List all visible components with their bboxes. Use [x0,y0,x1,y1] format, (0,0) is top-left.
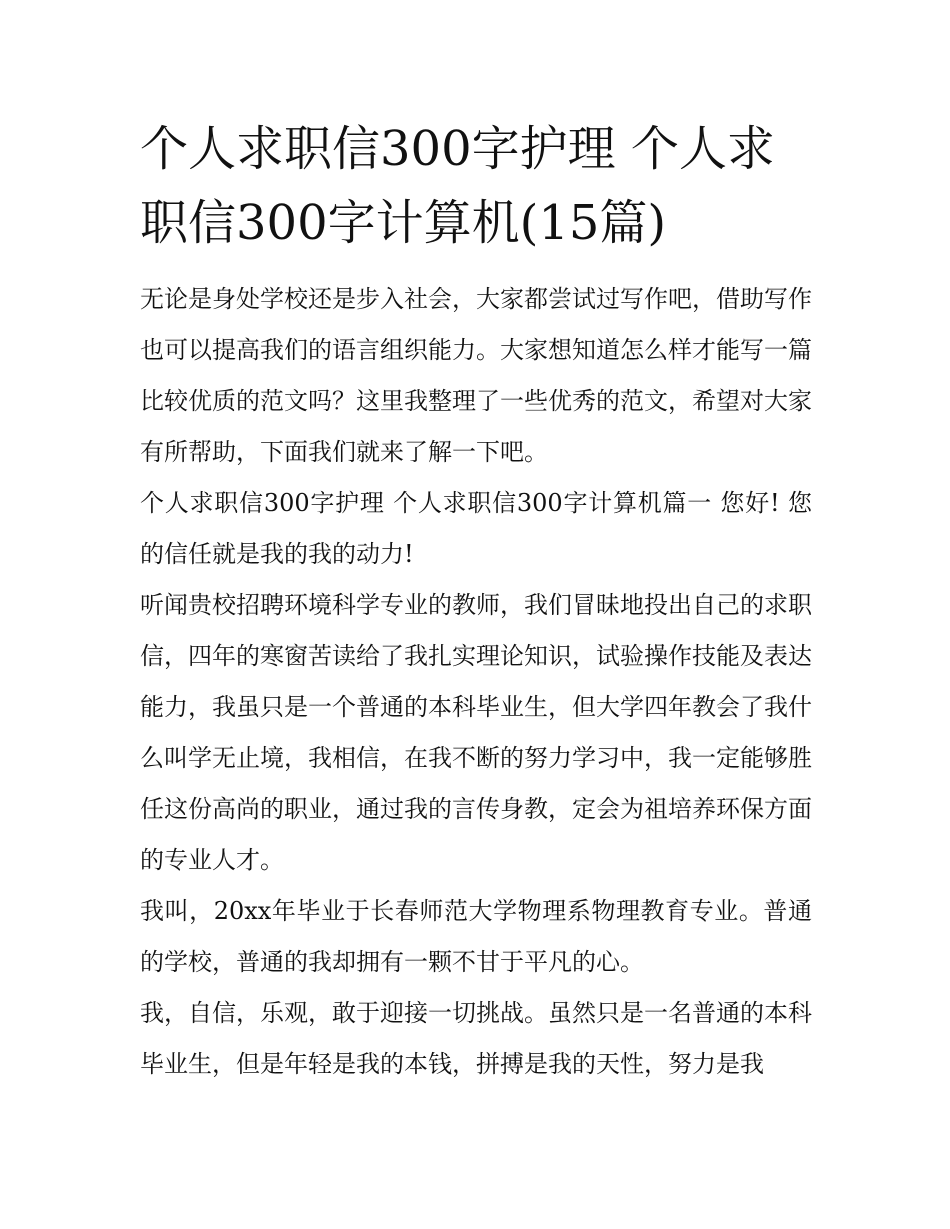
document-page [140,112,812,1090]
paragraph-self-introduction: 我叫，20xx年毕业于长春师范大学物理系物理教育专业。普通的学校，普通的我却拥有一颗不甘于平凡的心。 [140,897,812,976]
paragraph-intro: 无论是身处学校还是步入社会，大家都尝试过写作吧，借助写作也可以提高我们的语言组织能力。大家想知道怎么样才能写一篇比较优质的范文吗？这里我整理了一些优秀的范文，希望对大家有所帮助，下面我们就来了解一下吧。 [140,285,812,466]
paragraph-letter-heading: 个人求职信300字护理 个人求职信300字计算机篇一 您好! 您的信任就是我的我的动力! [140,489,812,568]
document-title: 个人求职信300字护理 个人求职信300字计算机(15篇) [140,121,775,251]
paragraph-application: 听闻贵校招聘环境科学专业的教师，我们冒昧地投出自己的求职信，四年的寒窗苦读给了我扎实理论知识，试验操作技能及表达能力，我虽只是一个普通的本科毕业生，但大学四年教会了我什么叫学无止境，我相信，在我不断的努力学习中，我一定能够胜任这份高尚的职业，通过我的言传身教，定会为祖培养环保方面的专业人才。 [140,591,812,874]
paragraph-personality: 我，自信，乐观，敢于迎接一切挑战。虽然只是一名普通的本科毕业生，但是年轻是我的本钱，拼搏是我的天性，努力是我 [140,999,812,1078]
